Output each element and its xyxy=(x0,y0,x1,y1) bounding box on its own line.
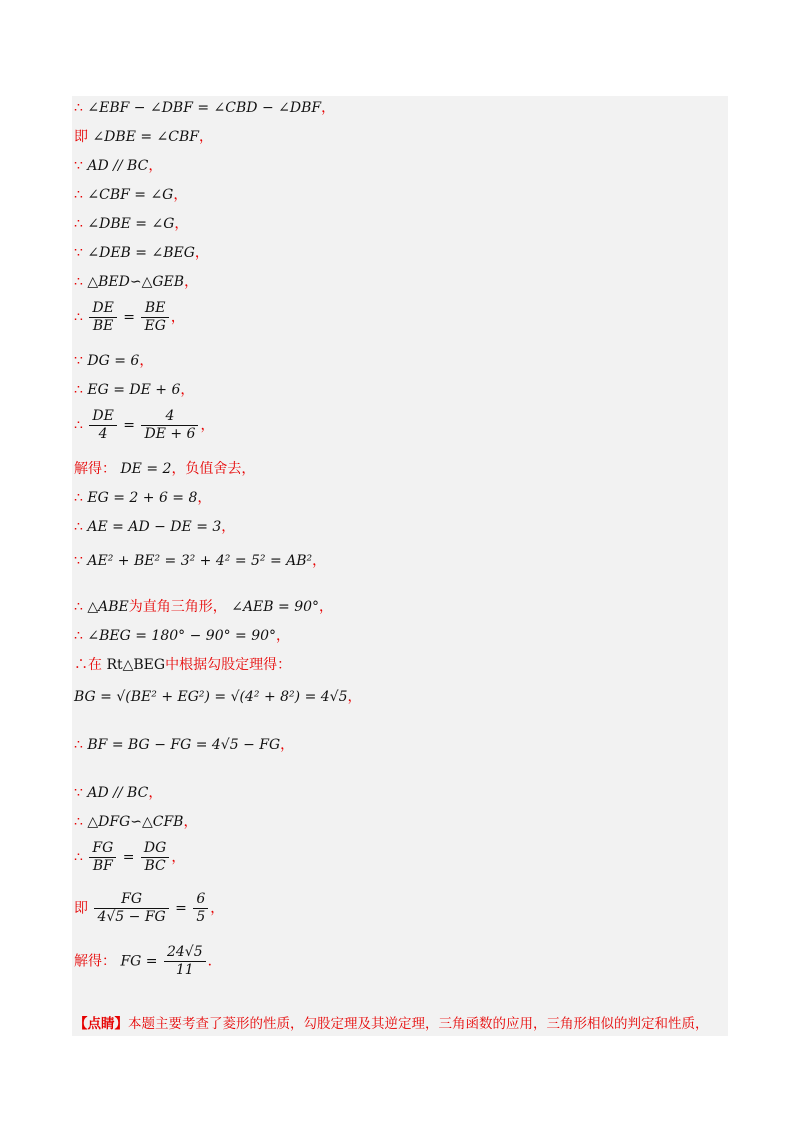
denominator: 5 xyxy=(196,909,206,925)
comment-line xyxy=(74,1015,709,1033)
denominator: 11 xyxy=(175,962,194,978)
step-line xyxy=(74,157,162,175)
denominator: DE + 6 xyxy=(144,426,196,442)
step-line xyxy=(74,128,213,146)
equation: ∠DBE = ∠CBF xyxy=(92,129,199,145)
fraction xyxy=(141,300,168,335)
punct: ， xyxy=(148,785,163,801)
punct: ， xyxy=(276,628,291,644)
equation: ∠DBE = ∠G xyxy=(87,216,175,232)
denominator: BE xyxy=(92,318,114,334)
punct: ， xyxy=(148,158,163,174)
solve-prefix: 解得： xyxy=(74,461,116,477)
step-line xyxy=(74,300,185,335)
therefore-symbol: ∴ xyxy=(74,417,83,434)
step-line xyxy=(74,352,153,370)
step-line xyxy=(74,460,255,478)
because-symbol: ∵ xyxy=(74,353,83,369)
fraction xyxy=(141,840,169,875)
step-line xyxy=(74,840,185,875)
equation: FG = xyxy=(120,953,158,970)
equation: △DFG∽△CFB xyxy=(87,814,184,830)
punct: ， xyxy=(321,100,336,116)
therefore-symbol: ∴ xyxy=(74,100,83,116)
punct: ， xyxy=(319,599,334,615)
punct: ， xyxy=(180,382,195,398)
equation: Rt△BEG xyxy=(106,657,166,673)
step-line xyxy=(74,688,362,706)
equals-sign: = xyxy=(123,309,136,326)
therefore-symbol: ∴ xyxy=(74,599,83,615)
fraction xyxy=(193,891,208,926)
therefore-symbol: ∴ xyxy=(74,490,83,506)
numerator: FG xyxy=(94,891,168,909)
punct: ， xyxy=(194,245,209,261)
therefore-symbol: ∴ xyxy=(74,187,83,203)
step-line xyxy=(74,656,291,674)
therefore-symbol: ∴ xyxy=(74,737,83,753)
numerator: FG xyxy=(89,840,116,858)
punct: ， xyxy=(170,309,185,326)
equation: AE = AD − DE = 3 xyxy=(87,519,222,535)
numerator: DE xyxy=(89,300,116,318)
fraction xyxy=(164,944,206,979)
punct: ， xyxy=(280,737,295,753)
equals-sign: = xyxy=(175,900,187,917)
equation: △BED∽△GEB xyxy=(87,274,185,290)
step-prefix: 即 xyxy=(74,129,88,145)
equation: BF = BG − FG = 4√5 − FG xyxy=(87,737,281,753)
punct: ， xyxy=(312,553,327,569)
because-symbol: ∵ xyxy=(74,158,83,174)
step-line xyxy=(74,489,211,507)
numerator: BE xyxy=(141,300,168,318)
denominator: 4 xyxy=(98,426,108,442)
punct: ， xyxy=(210,900,225,917)
equation: BG = √(BE² + EG²) = √(4² + 8²) = 4√5 xyxy=(74,689,348,705)
therefore-symbol: ∴ xyxy=(74,274,83,290)
comment-tag: 【点睛】 xyxy=(74,1016,128,1032)
therefore-symbol: ∴ xyxy=(74,519,83,535)
step-line xyxy=(74,99,335,117)
step-line xyxy=(74,215,188,233)
note: 中根据勾股定理得： xyxy=(165,657,292,673)
therefore-symbol: ∴ xyxy=(74,309,83,326)
equation: AD // BC xyxy=(87,158,149,174)
punct: ， xyxy=(183,814,198,830)
numerator: DE xyxy=(89,408,116,426)
step-line xyxy=(74,244,209,262)
equation: DG = 6 xyxy=(87,353,140,369)
therefore-symbol: ∴ xyxy=(74,216,83,232)
note: ，负值舍去， xyxy=(171,461,256,477)
step-line xyxy=(74,552,326,570)
punct: ， xyxy=(173,187,188,203)
step-prefix: 即 xyxy=(74,900,88,917)
numerator: 24√5 xyxy=(164,944,206,962)
punct: ， xyxy=(347,689,362,705)
numerator: 6 xyxy=(193,891,208,909)
therefore-symbol: ∴在 xyxy=(74,657,102,673)
step-line xyxy=(74,736,294,754)
step-line xyxy=(74,944,222,979)
step-line xyxy=(74,627,290,645)
step-line xyxy=(74,813,197,831)
equation: DE = 2 xyxy=(120,461,172,477)
denominator: EG xyxy=(144,318,166,334)
equation: ∠EBF − ∠DBF = ∠CBD − ∠DBF xyxy=(87,100,322,116)
numerator: DG xyxy=(141,840,169,858)
therefore-symbol: ∴ xyxy=(74,849,83,866)
equation: △ABE xyxy=(87,599,129,615)
numerator: 4 xyxy=(141,408,198,426)
punct: ， xyxy=(184,274,199,290)
punct: ， xyxy=(199,129,213,145)
fraction xyxy=(94,891,168,926)
punct: ， xyxy=(221,519,236,535)
fraction xyxy=(89,840,116,875)
step-line xyxy=(74,518,235,536)
because-symbol: ∵ xyxy=(74,785,83,801)
punct: ， xyxy=(197,490,212,506)
step-line xyxy=(74,598,333,616)
fraction xyxy=(89,300,116,335)
step-line xyxy=(74,186,187,204)
note: 为直角三角形， xyxy=(128,599,227,615)
because-symbol: ∵ xyxy=(74,553,83,569)
step-line xyxy=(74,784,162,802)
equals-sign: = xyxy=(123,417,136,434)
solve-prefix: 解得： xyxy=(74,953,116,970)
because-symbol: ∵ xyxy=(74,245,83,261)
step-line xyxy=(74,381,194,399)
equation: ∠BEG = 180° − 90° = 90° xyxy=(87,628,277,644)
punct: ， xyxy=(174,216,189,232)
step-line xyxy=(74,891,224,926)
equation: EG = DE + 6 xyxy=(87,382,181,398)
denominator: BF xyxy=(92,858,113,874)
punct: ， xyxy=(139,353,154,369)
step-line xyxy=(74,273,198,291)
equation: ∠DEB = ∠BEG xyxy=(87,245,195,261)
equation: AD // BC xyxy=(87,785,149,801)
denominator: 4√5 − FG xyxy=(97,909,166,925)
punct: ， xyxy=(200,417,215,434)
equation: EG = 2 + 6 = 8 xyxy=(87,490,198,506)
denominator: BC xyxy=(144,858,166,874)
equation: ∠AEB = 90° xyxy=(231,599,320,615)
punct: ， xyxy=(171,849,186,866)
step-line xyxy=(74,408,214,443)
therefore-symbol: ∴ xyxy=(74,814,83,830)
equation: AE² + BE² = 3² + 4² = 5² = AB² xyxy=(87,553,313,569)
punct: ． xyxy=(207,953,222,970)
equation: ∠CBF = ∠G xyxy=(87,187,174,203)
therefore-symbol: ∴ xyxy=(74,382,83,398)
comment-text: 本题主要考查了菱形的性质，勾股定理及其逆定理，三角函数的应用，三角形相似的判定和性质， xyxy=(128,1016,709,1032)
fraction xyxy=(141,408,198,443)
equals-sign: = xyxy=(122,849,135,866)
fraction xyxy=(89,408,116,443)
therefore-symbol: ∴ xyxy=(74,628,83,644)
